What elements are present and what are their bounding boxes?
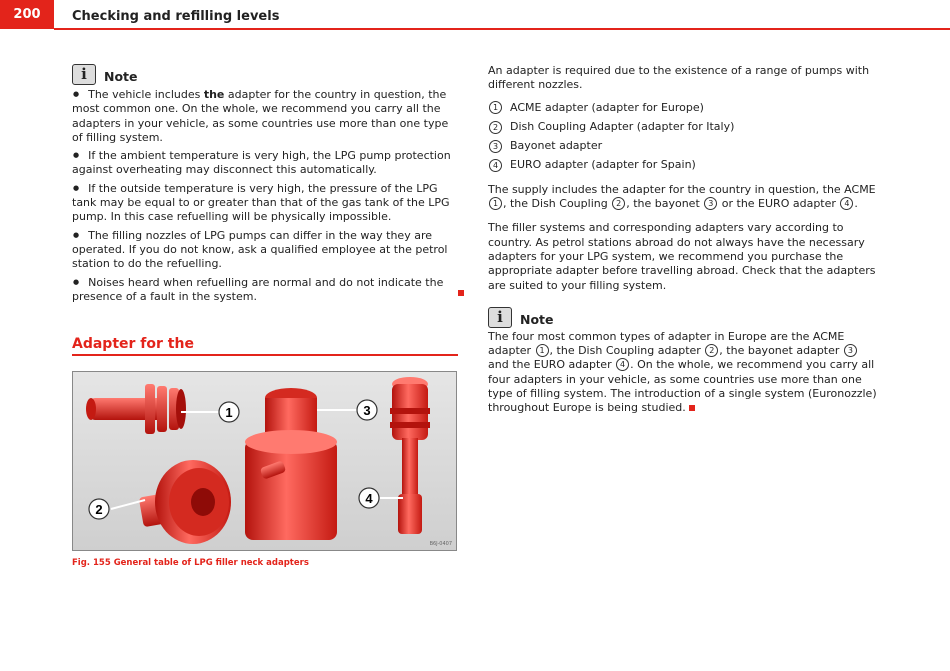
figure-caption: Fig. 155 General table of LPG filler neck adapters [72,558,309,568]
right-column [488,64,878,419]
note-bullet-2: ● If the ambient temperature is very high, the LPG pump protection against overheating may disconnect this automatically. [72,148,458,178]
note-bullet-5: ● Noises heard when refuelling are normal and do not indicate the presence of a fault in the system. [72,275,458,305]
section-rule [72,354,458,356]
note-title: Note [104,69,138,85]
list-item: 1 ACME adapter (adapter for Europe) [488,101,878,115]
figure-code: B6J-0407 [429,541,452,547]
euro-adapter-shape [390,377,430,534]
note-title: Note [520,312,554,328]
section-title: Adapter for the [72,336,194,352]
end-mark [458,282,464,301]
left-column [72,64,458,307]
svg-text:1: 1 [225,405,233,420]
adapters-illustration [73,372,457,551]
list-item: 2 Dish Coupling Adapter (adapter for Italy) [488,120,878,134]
note-header [488,307,878,328]
list-item: 4 EURO adapter (adapter for Spain) [488,158,878,172]
end-mark [689,405,695,411]
note-paragraph: The four most common types of adapter in Europe are the ACME adapter 1 , the Dish Coupling adapter 2 , the bayonet adapter 3 and the EURO adapter 4 . On the whole, we recommend you carry all four adapters in your vehicle, as some countries use more than one type of filling system. The introduction of a single system (Euronozzle) throughout Europe is being studied. [488,329,877,415]
adapter-figure [72,371,457,551]
info-icon: i [72,64,96,85]
note-header [72,64,458,85]
intro-paragraph: An adapter is required due to the existence of a range of pumps with different nozzles. [488,64,870,92]
svg-text:4: 4 [365,491,373,506]
note-bullet-4: ● The filling nozzles of LPG pumps can differ in the way they are operated. If you do not know, ask a qualified employee at the petrol station to do the refuelling. [72,228,458,272]
svg-text:3: 3 [363,403,371,418]
info-icon: i [488,307,512,328]
dish-adapter-shape [139,460,231,544]
acme-adapter-shape [86,384,186,434]
supply-paragraph: The supply includes the adapter for the country in question, the ACME 1 , the Dish Coupling 2 , the bayonet 3 or the EURO adapter 4 . [488,182,876,211]
page-header-title: Checking and refilling levels [72,9,280,24]
page-number: 200 [0,0,54,29]
note-bullet-3: ● If the outside temperature is very high, the pressure of the LPG tank may be equal to or greater than that of the gas tank of the LPG pump. In this case refuelling will be physically impossible. [72,181,458,225]
note-bullet-1: ● The vehicle includes the adapter for the country in question, the most common one. On the whole, we recommend you carry all the adapters in your vehicle, as some countries use more than one type of filling system. [72,87,458,145]
adapter-list [488,101,878,173]
systems-paragraph: The filler systems and corresponding adapters vary according to country. As petrol stations abroad do not always have the necessary adapters for your LPG system, we recommend you purchase the appropriate adapter before travelling abroad. Check that the adapters are suited to your filling system. [488,221,876,292]
callout-1 [219,402,239,422]
list-item: 3 Bayonet adapter [488,139,878,153]
callout-2 [89,499,109,519]
header-rule [54,28,950,30]
svg-text:2: 2 [95,502,103,517]
callout-4 [359,488,379,508]
callout-3 [357,400,377,420]
